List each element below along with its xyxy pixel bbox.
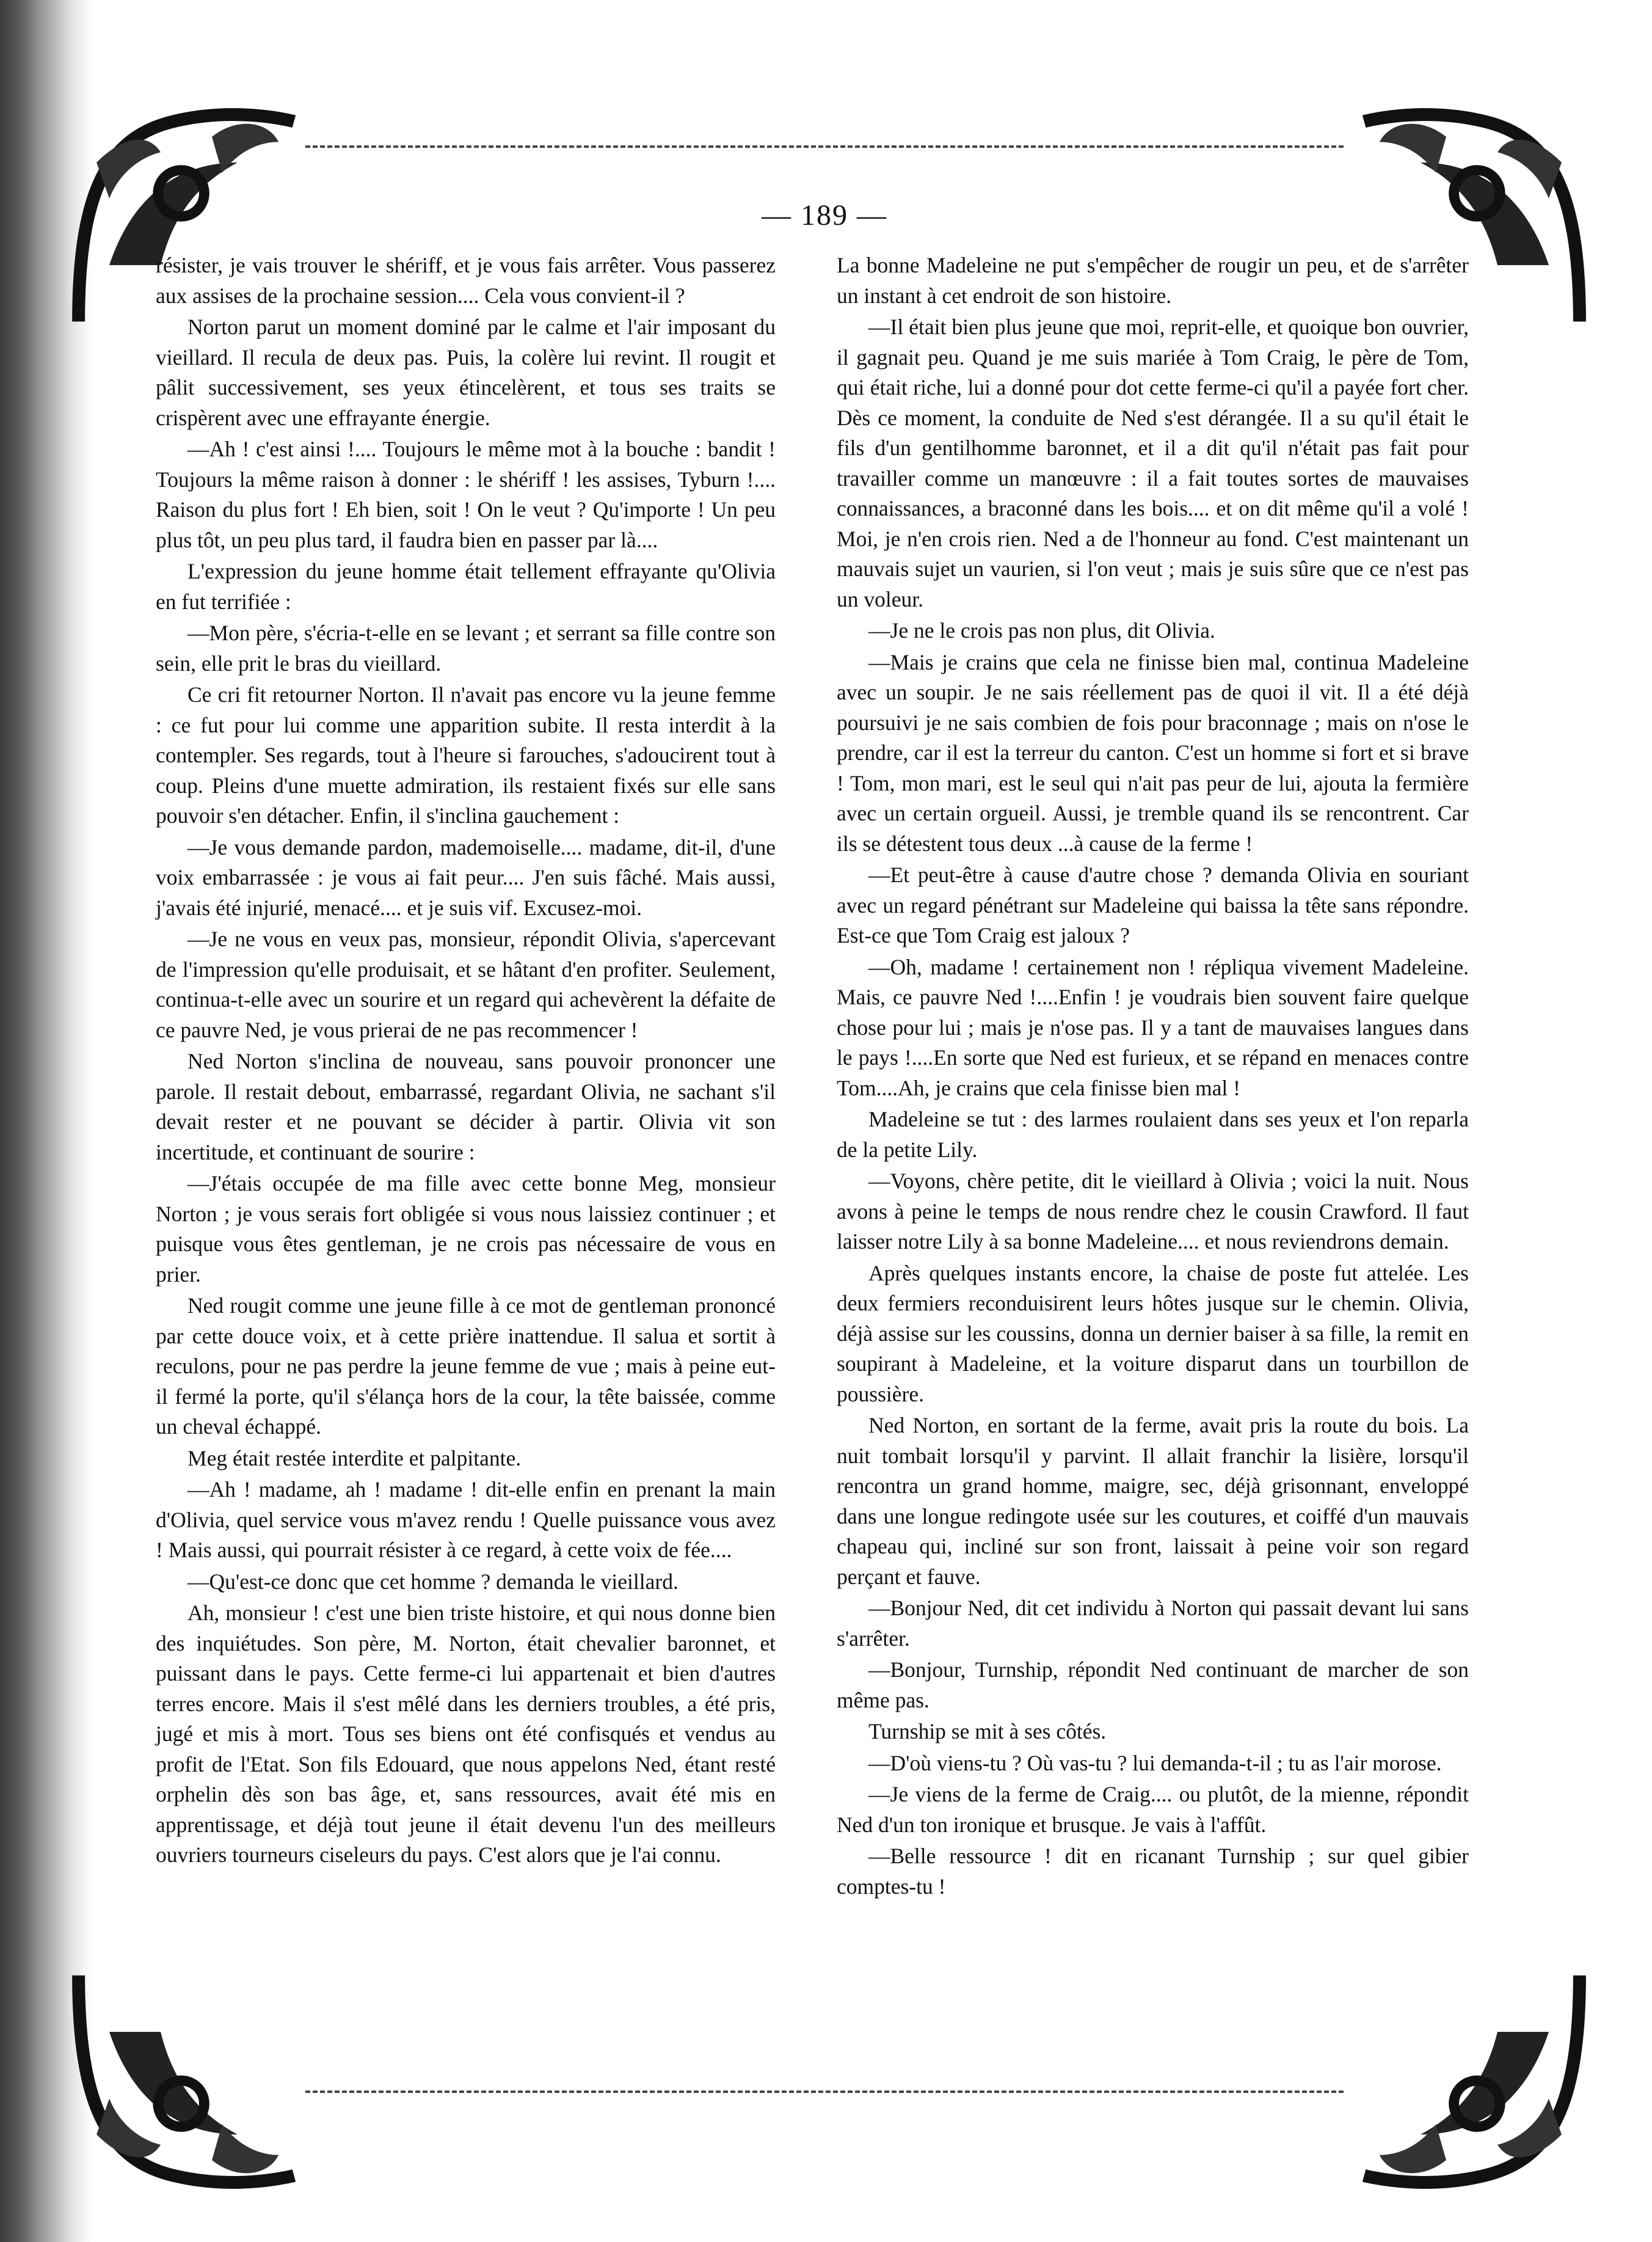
paragraph: —Il était bien plus jeune que moi, reprit-elle, et quoique bon ouvrier, il gagnait peu. Quand je me suis mariée à Tom Craig, le père de Tom, qui était riche, lui a donné pour dot cette ferme-ci qu'il a payée fort cher. Dès ce moment, la conduite de Ned s'est dérangée. Il a su qu'il était le fils d'un gentilhomme baronnet, et il a dit qu'il n'était pas fait pour travailler comme un manœuvre : il a fait toutes sortes de mauvaises connaissances, a braconné dans les bois.... et on dit même qu'il a volé ! Moi, je n'en crois rien. Ned a de l'honneur au fond. C'est maintenant un mauvais sujet un vaurien, si l'on veut ; mais je suis sûre que ce n'est pas un voleur. (837, 315, 1469, 612)
corner-ornament-bottom-right (1344, 1955, 1600, 2211)
right-text-column (837, 250, 1469, 1903)
paragraph: —Et peut-être à cause d'autre chose ? demanda Olivia en souriant avec un regard pénétrant sur Madeleine qui baissa la tête sans répondre. Est-ce que Tom Craig est jaloux ? (837, 863, 1469, 948)
paragraph: Turnship se mit à ses côtés. (868, 1719, 1107, 1744)
paragraph: Ned Norton, en sortant de la ferme, avait pris la route du bois. La nuit tombait lorsqu'il y parvint. Il allait franchir la lisière, lorsqu'il rencontra un grand homme, maigre, sec, déjà grisonnant, enveloppé dans une longue redingote usée sur les coutures, et coiffé d'un mauvais chapeau qui, incliné sur son front, laissait à peine voir son regard perçant et fauve. (837, 1413, 1469, 1589)
paragraph: Madeleine se tut : des larmes roulaient dans ses yeux et l'on reparla de la petite Lily. (837, 1107, 1469, 1162)
paragraph: —Ah ! c'est ainsi !.... Toujours le même mot à la bouche : bandit ! Toujours la même raison à donner : le shériff ! les assises, Tyburn !.... Raison du plus fort ! Eh bien, soit ! On le veut ? Qu'importe ! Un peu plus tôt, un peu plus tard, il faudra bien en passer par là.... (156, 437, 776, 552)
page-number: — 189 — (762, 199, 887, 232)
paragraph: Meg était restée interdite et palpitante. (187, 1445, 522, 1470)
paragraph: —Je ne vous en veux pas, monsieur, répondit Olivia, s'apercevant de l'impression qu'elle produisait, et se hâtant d'en profiter. Seulement, continua-t-elle avec un sourire et un regard qui achevèrent la défaite de ce pauvre Ned, je vous prierai de ne pas recommencer ! (156, 927, 776, 1042)
paragraph: —Mon père, s'écria-t-elle en se levant ; et serrant sa fille contre son sein, elle prit le bras du vieillard. (156, 621, 776, 676)
left-text-column (156, 250, 776, 1872)
paragraph: La bonne Madeleine ne put s'empêcher de rougir un peu, et de s'arrêter un instant à cet endroit de son histoire. (837, 253, 1469, 308)
paragraph: —Je vous demande pardon, mademoiselle.... madame, dit-il, d'une voix embarrassée : je vous ai fait peur.... J'en suis fâché. Mais aussi, j'avais été injurié, menacé.... et je suis vif. Excusez-moi. (156, 834, 776, 920)
paragraph: —Belle ressource ! dit en ricanant Turnship ; sur quel gibier comptes-tu ! (837, 1844, 1469, 1899)
paragraph: Norton parut un moment dominé par le calme et l'air imposant du vieillard. Il recula de deux pas. Puis, la colère lui revint. Il rougit et pâlit successivement, ses yeux étincelèrent, et tous ses traits se crispèrent avec une effrayante énergie. (156, 315, 776, 430)
paragraph: —Bonjour Ned, dit cet individu à Norton qui passait devant lui sans s'arrêter. (837, 1596, 1469, 1651)
paragraph: —Qu'est-ce donc que cet homme ? demanda le vieillard. (187, 1569, 679, 1594)
paragraph: Ned rougit comme une jeune fille à ce mot de gentleman prononcé par cette douce voix, et à cette prière inattendue. Il salua et sortit à reculons, pour ne pas perdre la jeune femme de vue ; mais à peine eut-il fermé la porte, qu'il s'élança hors de la cour, la tête baissée, comme un cheval échappé. (156, 1293, 776, 1439)
corner-ornament-bottom-left (58, 1955, 315, 2211)
paragraph: Après quelques instants encore, la chaise de poste fut attelée. Les deux fermiers reconduisirent leurs hôtes jusque sur le chemin. Olivia, déjà assise sur les coussins, donna un dernier baiser à sa fille, la remit en soupirant à Madeleine, et la voiture disparut dans un tourbillon de poussière. (837, 1260, 1469, 1406)
paragraph: Ah, monsieur ! c'est une bien triste histoire, et qui nous donne bien des inquiétudes. Son père, M. Norton, était chevalier baronnet, et puissant dans le pays. Cette ferme-ci lui appartenait et bien d'autres terres encore. Mais il s'est mêlé dans les derniers troubles, a été pris, jugé et mis à mort. Tous ses biens ont été confisqués et vendus au profit de l'Etat. Son fils Edouard, que nous appelons Ned, étant resté orphelin dès son bas âge, et, sans ressources, avait été mis en apprentissage, et déjà tout jeune il était devenu l'un des meilleurs ouvriers tourneurs ciseleurs du pays. C'est alors que je l'ai connu. (156, 1601, 776, 1867)
paragraph: —Bonjour, Turnship, répondit Ned continuant de marcher de son même pas. (837, 1657, 1469, 1712)
bottom-dashed-rule (305, 2090, 1344, 2093)
paragraph: Ce cri fit retourner Norton. Il n'avait pas encore vu la jeune femme : ce fut pour lui comme une apparition subite. Il resta interdit à la contempler. Ses regards, tout à l'heure si farouches, s'adoucirent tout à coup. Pleins d'une muette admiration, ils restaient fixés sur elle sans pouvoir s'en détacher. Enfin, il s'inclina gauchement : (156, 682, 776, 828)
paragraph: —Ah ! madame, ah ! madame ! dit-elle enfin en prenant la main d'Olivia, quel service vous m'avez rendu ! Quelle puissance vous avez ! Mais aussi, qui pourrait résister à ce regard, à cette voix de fée.... (156, 1477, 776, 1562)
paragraph: —Je ne le crois pas non plus, dit Olivia. (868, 618, 1215, 643)
paragraph: L'expression du jeune homme était tellement effrayante qu'Olivia en fut terrifiée : (156, 559, 776, 614)
paragraph: Ned Norton s'inclina de nouveau, sans pouvoir prononcer une parole. Il restait debout, embarrassé, regardant Olivia, ne sachant s'il devait rester et ne pouvant se décider à partir. Olivia vit son incertitude, et continuant de sourire : (156, 1049, 776, 1164)
paragraph: —J'étais occupée de ma fille avec cette bonne Meg, monsieur Norton ; je vous serais fort obligée si vous nous laissiez continuer ; et puisque vous êtes gentleman, je ne crois pas nécessaire de vous en prier. (156, 1171, 776, 1287)
paragraph: résister, je vais trouver le shériff, et je vous fais arrêter. Vous passerez aux assises de la prochaine session.... Cela vous convient-il ? (156, 253, 776, 308)
paragraph: —Oh, madame ! certainement non ! répliqua vivement Madeleine. Mais, ce pauvre Ned !....Enfin ! je voudrais bien souvent faire quelque chose pour lui ; mais je n'ose pas. Il y a tant de mauvaises langues dans le pays !....En sorte que Ned est furieux, et se répand en menaces contre Tom....Ah, je crains que cela finisse bien mal ! (837, 954, 1469, 1100)
top-dashed-rule (305, 145, 1344, 148)
paragraph: —Je viens de la ferme de Craig.... ou plutôt, de la mienne, répondit Ned d'un ton ironique et brusque. Je vais à l'affût. (837, 1782, 1469, 1837)
paragraph: —D'où viens-tu ? Où vas-tu ? lui demanda-t-il ; tu as l'air morose. (868, 1750, 1442, 1775)
paragraph: —Mais je crains que cela ne finisse bien mal, continua Madeleine avec un soupir. Je ne sais réellement pas de quoi il vit. Il a été déjà poursuivi je ne sais combien de fois pour braconnage ; mais on n'ose le prendre, car il est la terreur du canton. C'est un homme si fort et si brave ! Tom, mon mari, est le seul qui n'ait pas peur de lui, ajouta la fermière avec un certain orgueil. Aussi, je tremble quand ils se rencontrent. Car ils se détestent tous deux ...à cause de la ferme ! (837, 649, 1469, 856)
paragraph: —Voyons, chère petite, dit le vieillard à Olivia ; voici la nuit. Nous avons à peine le temps de nous rendre chez le cousin Crawford. Il faut laisser notre Lily à sa bonne Madeleine.... et nous reviendrons demain. (837, 1169, 1469, 1254)
